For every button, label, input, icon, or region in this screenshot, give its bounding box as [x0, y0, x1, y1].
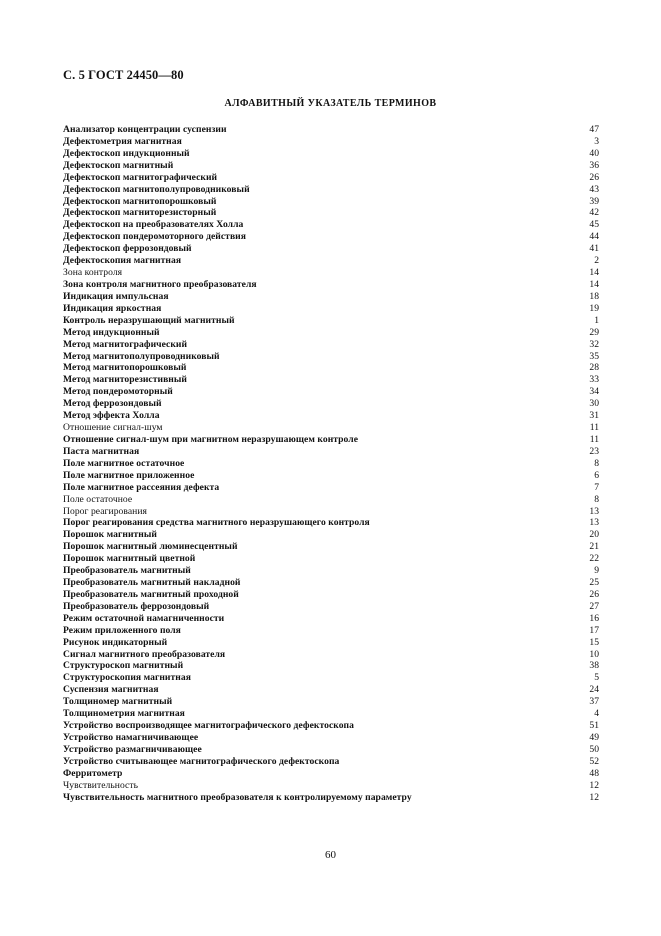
index-entry	[63, 172, 599, 184]
index-term-number: 16	[589, 612, 599, 624]
index-term-number: 29	[589, 326, 599, 338]
index-term: Метод пондеромоторный	[63, 386, 173, 398]
index-term-number: 7	[594, 481, 599, 493]
index-entry	[63, 267, 599, 279]
index-term: Дефектоскоп магнитный	[63, 159, 174, 171]
term-index-list	[63, 124, 599, 804]
index-term: Зона контроля магнитного преобразователя	[63, 278, 257, 290]
index-term-number: 40	[589, 147, 599, 159]
section-title: АЛФАВИТНЫЙ УКАЗАТЕЛЬ ТЕРМИНОВ	[224, 98, 437, 109]
index-entry	[63, 255, 599, 267]
index-term: Сигнал магнитного преобразователя	[63, 648, 226, 660]
index-entry	[63, 517, 599, 529]
index-entry	[63, 768, 599, 780]
index-term: Чувствительность магнитного преобразователя к контролируемому параметру	[63, 791, 412, 803]
index-entry	[63, 589, 599, 601]
index-term-number: 37	[589, 696, 599, 708]
index-entry	[63, 243, 599, 255]
index-term-number: 4	[594, 708, 599, 720]
index-term: Анализатор концентрации суспензии	[63, 124, 227, 135]
index-entry	[63, 744, 599, 756]
index-entry	[63, 541, 599, 553]
index-term: Дефектоскоп феррозондовый	[63, 243, 192, 255]
index-term: Дефектоскоп магнитопорошковый	[63, 195, 217, 207]
index-term: Суспензия магнитная	[63, 684, 159, 696]
index-term-number: 45	[589, 219, 599, 231]
index-term: Структуроскопия магнитная	[63, 672, 191, 684]
index-term-number: 12	[589, 791, 599, 803]
index-term-number: 48	[589, 767, 599, 779]
index-term-number: 15	[589, 636, 599, 648]
index-term: Метод феррозондовый	[63, 398, 162, 410]
index-term-number: 26	[589, 171, 599, 183]
index-term-number: 31	[589, 410, 599, 422]
index-term-number: 42	[589, 207, 599, 219]
index-entry	[63, 410, 599, 422]
index-term: Преобразователь магнитный накладной	[63, 577, 241, 589]
index-entry	[63, 720, 599, 732]
index-term-number: 20	[589, 529, 599, 541]
index-term-number: 47	[589, 124, 599, 135]
index-term: Поле магнитное остаточное	[63, 457, 185, 469]
index-entry	[63, 601, 599, 613]
index-entry	[63, 136, 599, 148]
index-term: Поле магнитное рассеяния дефекта	[63, 481, 220, 493]
index-entry	[63, 780, 599, 792]
index-term-number: 44	[589, 231, 599, 243]
index-term-number: 18	[589, 290, 599, 302]
index-term-number: 41	[589, 243, 599, 255]
index-term: Индикация импульсная	[63, 290, 169, 302]
index-term-number: 38	[589, 660, 599, 672]
index-entry	[63, 315, 599, 327]
index-term: Метод индукционный	[63, 326, 160, 338]
index-term-number: 49	[589, 732, 599, 744]
index-entry	[63, 625, 599, 637]
index-term: Дефектоскоп на преобразователях Холла	[63, 219, 244, 231]
index-term-number: 13	[589, 505, 599, 517]
index-entry	[63, 386, 599, 398]
index-term-number: 1	[594, 314, 599, 326]
index-term-number: 3	[594, 135, 599, 147]
index-entry	[63, 792, 599, 804]
index-entry	[63, 660, 599, 672]
index-term-number: 43	[589, 183, 599, 195]
index-term-number: 35	[589, 350, 599, 362]
index-term-number: 30	[589, 398, 599, 410]
index-entry	[63, 684, 599, 696]
index-entry	[63, 649, 599, 661]
index-term-number: 17	[589, 624, 599, 636]
index-entry	[63, 124, 599, 136]
index-entry	[63, 553, 599, 565]
index-term: Поле магнитное приложенное	[63, 469, 195, 481]
index-term: Преобразователь магнитный проходной	[63, 588, 239, 600]
index-term: Устройство воспроизводящее магнитографического дефектоскопа	[63, 720, 354, 732]
index-term: Отношение сигнал-шум	[63, 422, 163, 434]
index-term-number: 9	[594, 565, 599, 577]
index-entry	[63, 160, 599, 172]
index-term: Поле остаточное	[63, 493, 133, 505]
index-term: Порог реагирования средства магнитного неразрушающего контроля	[63, 517, 370, 529]
index-term-number: 14	[589, 267, 599, 279]
index-term-number: 27	[589, 600, 599, 612]
index-term-number: 5	[594, 672, 599, 684]
index-term-number: 11	[589, 433, 599, 445]
index-term-number: 11	[589, 422, 599, 434]
index-entry	[63, 398, 599, 410]
index-entry	[63, 565, 599, 577]
index-entry	[63, 219, 599, 231]
index-term-number: 8	[594, 457, 599, 469]
index-entry	[63, 506, 599, 518]
index-term-number: 8	[594, 493, 599, 505]
index-entry	[63, 303, 599, 315]
index-term-number: 28	[589, 362, 599, 374]
index-entry	[63, 231, 599, 243]
index-term: Отношение сигнал-шум при магнитном неразрушающем контроле	[63, 433, 359, 445]
index-term: Метод эффекта Холла	[63, 410, 160, 422]
index-term: Толщинометрия магнитная	[63, 708, 185, 720]
index-term: Порошок магнитный люминесцентный	[63, 541, 238, 553]
index-term-number: 23	[589, 445, 599, 457]
index-entry	[63, 327, 599, 339]
index-entry	[63, 196, 599, 208]
index-term: Метод магнитопорошковый	[63, 362, 187, 374]
index-term: Структуроскоп магнитный	[63, 660, 184, 672]
index-entry	[63, 577, 599, 589]
index-entry	[63, 339, 599, 351]
index-term: Метод магниторезистивный	[63, 374, 188, 386]
index-term-number: 52	[589, 755, 599, 767]
index-term-number: 36	[589, 159, 599, 171]
index-term: Толщиномер магнитный	[63, 696, 173, 708]
index-term-number: 6	[594, 469, 599, 481]
index-term-number: 12	[589, 779, 599, 791]
index-entry	[63, 494, 599, 506]
index-term: Дефектоскоп индукционный	[63, 147, 190, 159]
index-entry	[63, 672, 599, 684]
index-term: Дефектоскоп магнитографический	[63, 171, 218, 183]
index-term-number: 13	[589, 517, 599, 529]
index-entry	[63, 613, 599, 625]
index-term-number: 10	[589, 648, 599, 660]
index-entry	[63, 362, 599, 374]
index-entry	[63, 696, 599, 708]
index-entry	[63, 637, 599, 649]
index-entry	[63, 291, 599, 303]
index-term: Порошок магнитный	[63, 529, 157, 541]
index-term-number: 32	[589, 338, 599, 350]
index-term: Устройство намагничивающее	[63, 732, 199, 744]
index-entry	[63, 458, 599, 470]
index-term: Режим остаточной намагниченности	[63, 612, 225, 624]
index-term-number: 14	[589, 278, 599, 290]
index-entry	[63, 148, 599, 160]
index-entry	[63, 207, 599, 219]
page-header: С. 5 ГОСТ 24450—80	[63, 68, 184, 82]
index-term: Преобразователь феррозондовый	[63, 600, 210, 612]
index-term-number: 34	[589, 386, 599, 398]
index-entry	[63, 446, 599, 458]
index-term: Метод магнитополупроводниковый	[63, 350, 220, 362]
index-term: Метод магнитографический	[63, 338, 188, 350]
index-entry	[63, 470, 599, 482]
index-term: Порошок магнитный цветной	[63, 553, 196, 565]
index-term-number: 25	[589, 577, 599, 589]
index-term: Зона контроля	[63, 267, 123, 279]
index-term: Устройство размагничивающее	[63, 743, 202, 755]
index-entry	[63, 374, 599, 386]
index-term-number: 2	[594, 255, 599, 267]
index-term: Устройство считывающее магнитографического дефектоскопа	[63, 755, 340, 767]
index-term-number: 39	[589, 195, 599, 207]
index-entry	[63, 732, 599, 744]
index-term: Дефектоскоп пондеромоторного действия	[63, 231, 246, 243]
index-entry	[63, 529, 599, 541]
index-entry	[63, 351, 599, 363]
index-term: Преобразователь магнитный	[63, 565, 191, 577]
index-term: Контроль неразрушающий магнитный	[63, 314, 235, 326]
index-term-number: 22	[589, 553, 599, 565]
index-term-number: 19	[589, 302, 599, 314]
index-entry	[63, 279, 599, 291]
index-entry	[63, 756, 599, 768]
index-term: Режим приложенного поля	[63, 624, 181, 636]
index-term: Дефектоскопия магнитная	[63, 255, 182, 267]
index-term-number: 26	[589, 588, 599, 600]
page-number: 60	[325, 849, 336, 861]
index-entry	[63, 422, 599, 434]
index-entry	[63, 708, 599, 720]
index-term: Паста магнитная	[63, 445, 140, 457]
index-term: Дефектоскоп магнитополупроводниковый	[63, 183, 250, 195]
index-term-number: 21	[589, 541, 599, 553]
index-term: Чувствительность	[63, 779, 139, 791]
index-term: Рисунок индикаторный	[63, 636, 168, 648]
index-term-number: 51	[589, 720, 599, 732]
index-term-number: 50	[589, 743, 599, 755]
index-term-number: 33	[589, 374, 599, 386]
index-term: Дефектоскоп магниторезисторный	[63, 207, 217, 219]
index-term: Ферритометр	[63, 767, 123, 779]
index-term-number: 24	[589, 684, 599, 696]
index-entry	[63, 482, 599, 494]
index-entry	[63, 434, 599, 446]
index-term: Порог реагирования	[63, 505, 147, 517]
index-entry	[63, 184, 599, 196]
index-term: Дефектометрия магнитная	[63, 135, 182, 147]
index-term: Индикация яркостная	[63, 302, 162, 314]
